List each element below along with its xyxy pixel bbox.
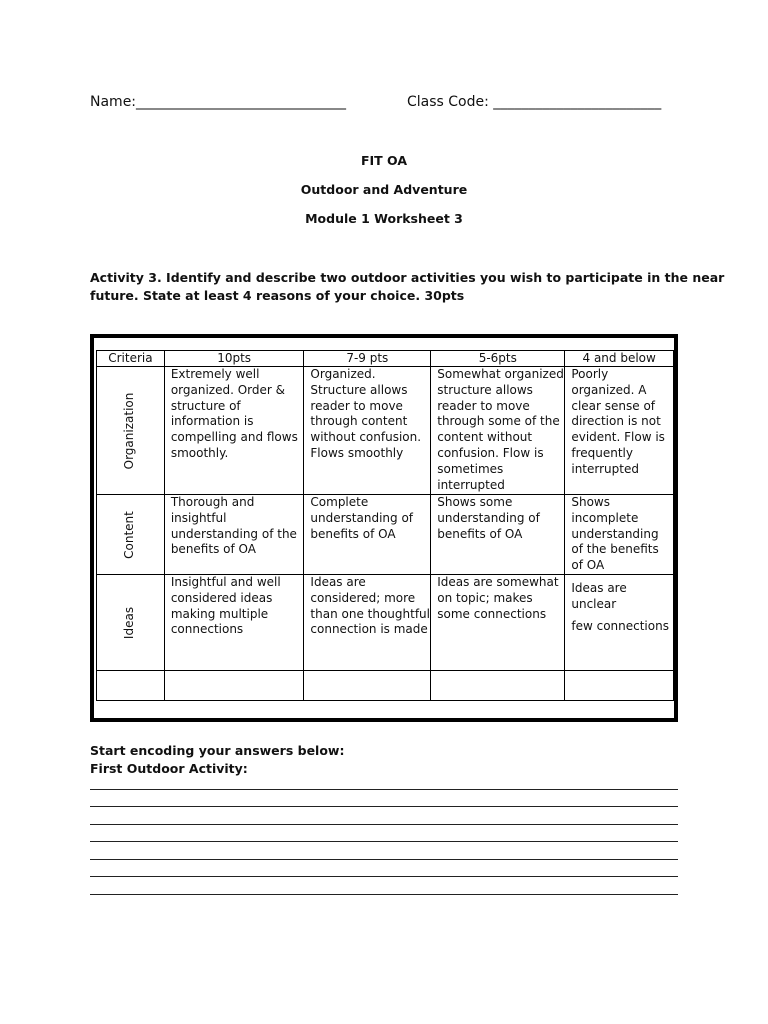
- course-subtitle: Outdoor and Adventure: [300, 182, 468, 197]
- rubric-empty-row: [97, 671, 674, 701]
- rubric-table: [96, 350, 674, 701]
- header-10pts: 10pts: [164, 351, 304, 367]
- header-5-6pts: 5-6pts: [431, 351, 565, 367]
- rubric-cell: Poorly organized. A clear sense of direction is not evident. Flow is frequently interrupted: [565, 367, 674, 495]
- class-code-field-label: Class Code: ________________________: [407, 94, 662, 110]
- answer-line[interactable]: [90, 824, 678, 825]
- rubric-cell: Insightful and well considered ideas making multiple connections: [164, 575, 304, 671]
- rubric-cell: Shows some understanding of benefits of OA: [431, 495, 565, 575]
- activity-line-2: future. State at least 4 reasons of your choice. 30pts: [90, 288, 465, 303]
- rubric-cell: Shows incomplete understanding of the benefits of OA: [565, 495, 674, 575]
- header-4-and-below: 4 and below: [565, 351, 674, 367]
- rubric-row-content: [97, 495, 674, 575]
- answer-line[interactable]: [90, 806, 678, 807]
- rubric-cell: Organized. Structure allows reader to move through content without confusion. Flows smoothly: [304, 367, 431, 495]
- rubric-cell: Thorough and insightful understanding of the benefits of OA: [164, 495, 304, 575]
- course-title: FIT OA: [360, 153, 408, 168]
- answers-heading: [90, 742, 344, 778]
- rubric-cell-text: few connections: [571, 618, 669, 633]
- rubric-cell: Complete understanding of benefits of OA: [304, 495, 431, 575]
- header-7-9pts: 7-9 pts: [304, 351, 431, 367]
- rubric-frame: [90, 334, 678, 722]
- answer-line[interactable]: [90, 841, 678, 842]
- rubric-cell: Extremely well organized. Order & structure of information is compelling and flows smoothly.: [164, 367, 304, 495]
- rubric-cell: Ideas are considered; more than one thoughtful connection is made: [304, 575, 431, 671]
- first-activity-label: First Outdoor Activity:: [90, 761, 248, 776]
- name-field-label: Name:______________________________: [90, 94, 347, 110]
- header-criteria: Criteria: [97, 351, 165, 367]
- rubric-row-ideas: [97, 575, 674, 671]
- rubric-cell: [565, 575, 674, 671]
- answers-instruction: Start encoding your answers below:: [90, 743, 345, 758]
- rubric-cell: Somewhat organized structure allows reader to move through some of the content without confusion. Flow is sometimes interrupted: [431, 367, 565, 495]
- answer-line[interactable]: [90, 894, 678, 895]
- answer-line[interactable]: [90, 876, 678, 877]
- activity-instructions: [90, 269, 725, 305]
- row-label-ideas: Ideas: [97, 575, 165, 671]
- rubric-cell: Ideas are somewhat on topic; makes some connections: [431, 575, 565, 671]
- rubric-cell-text: Ideas are unclear: [571, 581, 627, 611]
- answer-line[interactable]: [90, 859, 678, 860]
- rubric-cell-empty: [565, 671, 674, 701]
- worksheet-title: Module 1 Worksheet 3: [305, 211, 463, 226]
- activity-line-1: Activity 3. Identify and describe two outdoor activities you wish to participate in the near: [90, 270, 725, 285]
- rubric-row-organization: [97, 367, 674, 495]
- rubric-cell-empty: [97, 671, 165, 701]
- rubric-cell-empty: [431, 671, 565, 701]
- row-label-organization: Organization: [97, 367, 165, 495]
- rubric-header-row: [97, 351, 674, 367]
- rubric-cell-empty: [304, 671, 431, 701]
- rubric-cell-empty: [164, 671, 304, 701]
- row-label-content: Content: [97, 495, 165, 575]
- answer-line[interactable]: [90, 789, 678, 790]
